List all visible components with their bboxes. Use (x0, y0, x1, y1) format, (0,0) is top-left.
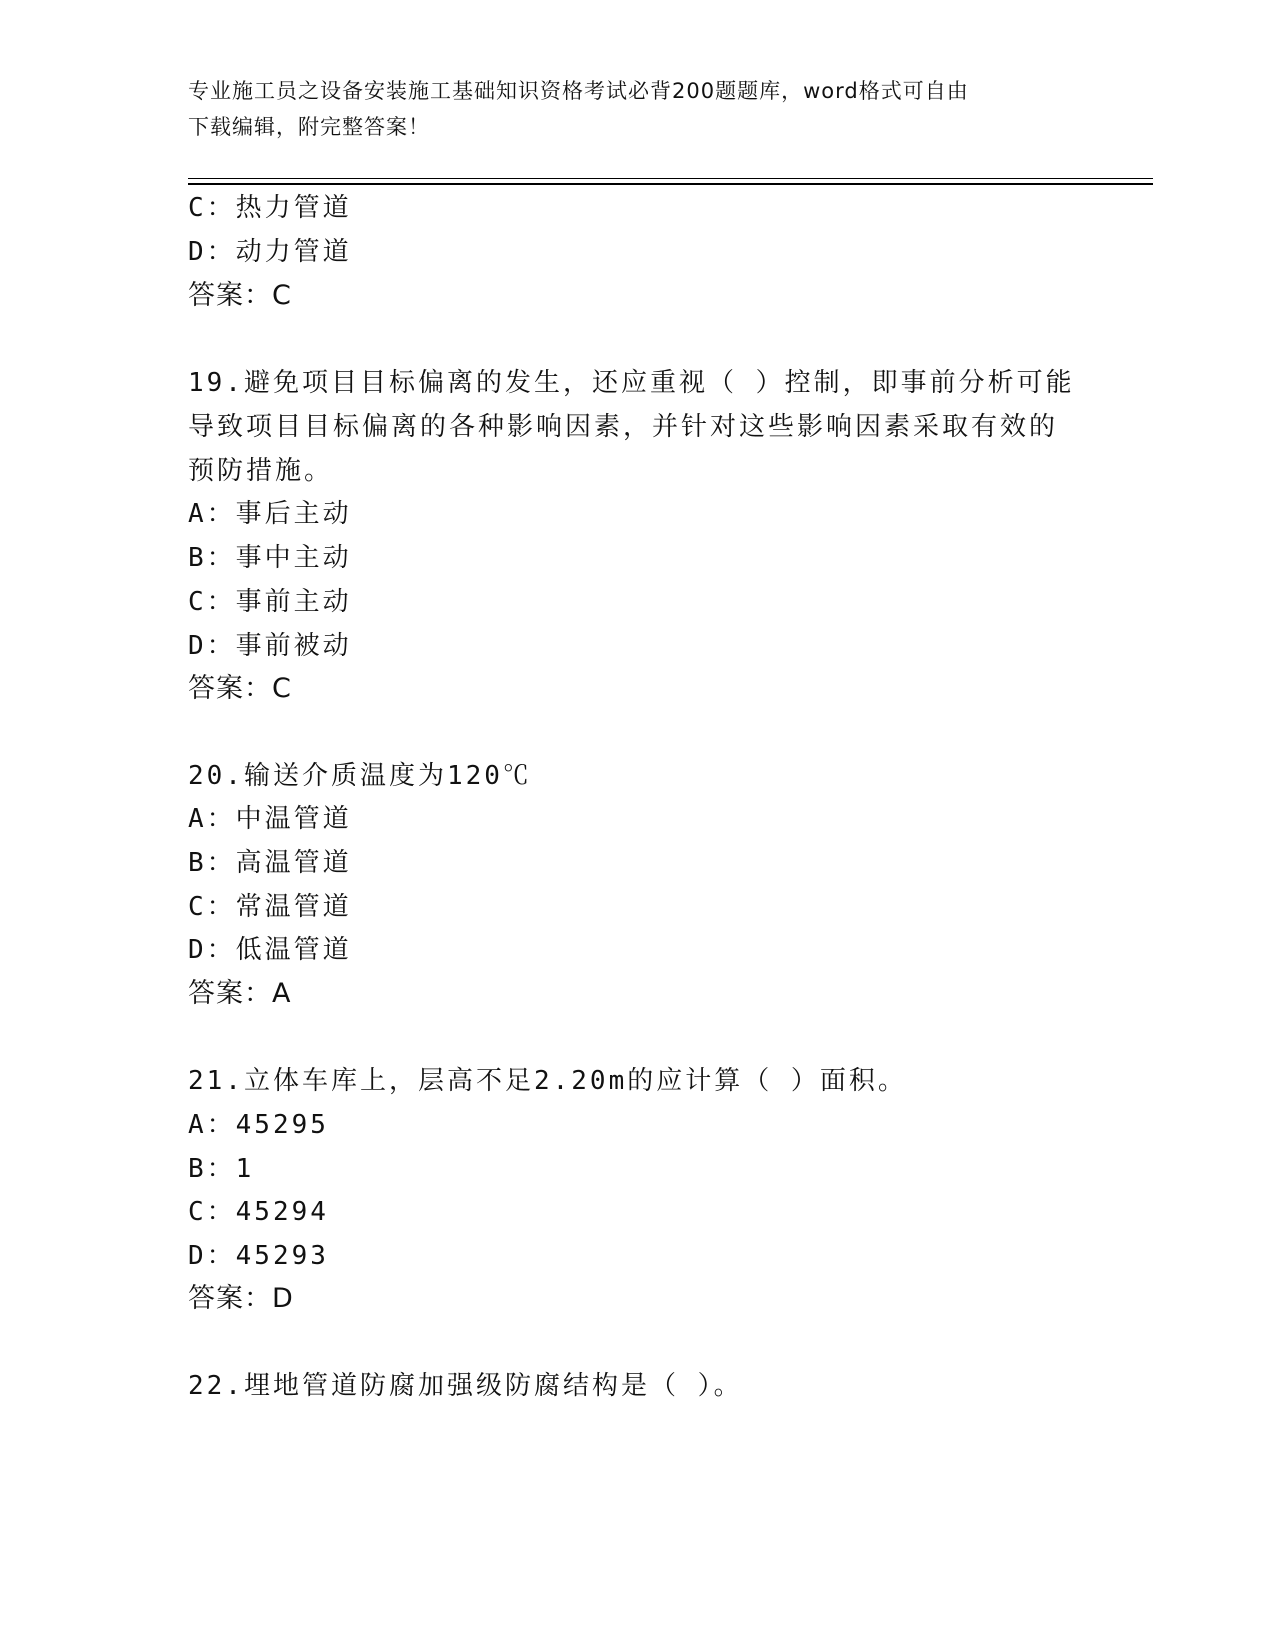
q19-option-d: D：事前被动 (188, 631, 352, 661)
q20-option-b: B：高温管道 (188, 848, 352, 878)
header-title-line-1: 专业施工员之设备安装施工基础知识资格考试必背200题题库，word格式可自由 (188, 79, 969, 103)
q19-stem-line-2: 导致项目目标偏离的各种影响因素，并针对这些影响因素采取有效的 (188, 412, 1059, 442)
q22-stem: 22.埋地管道防腐加强级防腐结构是（ ）。 (188, 1371, 743, 1401)
q18-answer: 答案：C (188, 280, 292, 311)
q21-option-d: D：45293 (188, 1241, 329, 1271)
q20-stem: 20.输送介质温度为120℃ (188, 761, 532, 791)
header-divider-thin (188, 178, 1153, 179)
document-header (188, 73, 1068, 145)
q20-option-d: D：低温管道 (188, 935, 352, 965)
q20-option-a: A：中温管道 (188, 804, 352, 834)
q21-answer: 答案：D (188, 1283, 294, 1314)
q21-option-c: C：45294 (188, 1197, 329, 1227)
q19-stem-line-3: 预防措施。 (188, 456, 334, 486)
q19-answer: 答案：C (188, 673, 292, 704)
q21-stem: 21.立体车库上，层高不足2.20m的应计算（ ）面积。 (188, 1066, 907, 1096)
q20-answer: 答案：A (188, 978, 292, 1009)
header-title-line-2: 下载编辑，附完整答案！ (188, 115, 430, 139)
q18-option-d: D：动力管道 (188, 237, 352, 267)
q21-option-a: A：45295 (188, 1110, 329, 1140)
header-divider-thick (188, 183, 1153, 185)
q21-option-b: B：1 (188, 1154, 255, 1184)
q18-option-c: C：热力管道 (188, 193, 352, 223)
q19-option-a: A：事后主动 (188, 499, 352, 529)
q20-option-c: C：常温管道 (188, 892, 352, 922)
q19-stem-line-1: 19.避免项目目标偏离的发生，还应重视（ ）控制，即事前分析可能 (188, 368, 1075, 398)
q19-option-c: C：事前主动 (188, 587, 352, 617)
q19-option-b: B：事中主动 (188, 543, 352, 573)
